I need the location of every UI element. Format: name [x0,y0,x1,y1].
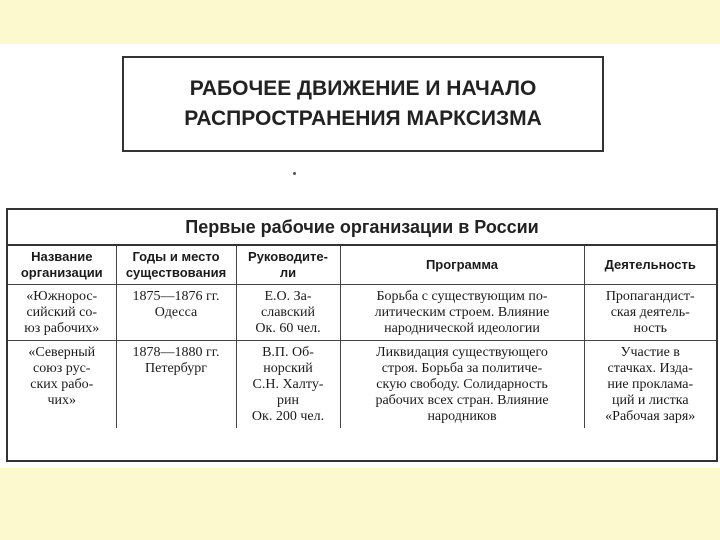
header-leaders: Руководите- ли [236,246,340,285]
cell-activity: Пропагандист- ская деятель- ность [584,285,716,341]
stray-dot [293,172,296,175]
table-caption: Первые рабочие организации в России [8,210,716,246]
slide-title [122,56,604,152]
cell-activity: Участие в стачках. Изда- ние проклама- ций и листка «Рабочая заря» [584,341,716,429]
cell-years: 1878—1880 гг. Петербург [116,341,236,429]
header-activity: Деятельность [584,246,716,285]
table-header-row [8,246,716,285]
header-years: Годы и место существования [116,246,236,285]
cell-years: 1875—1876 гг. Одесса [116,285,236,341]
table-row [8,341,716,429]
slide-title-line-2: РАСПРОСТРАНЕНИЯ МАРКСИЗМА [184,107,542,130]
table-row [8,285,716,341]
cell-program: Ликвидация существующего строя. Борьба за политиче- скую свободу. Солидарность рабочих всех стран. Влияние народников [340,341,584,429]
cell-leaders: Е.О. За- славский Ок. 60 чел. [236,285,340,341]
cell-leaders: В.П. Об- норский С.Н. Халту- рин Ок. 200 чел. [236,341,340,429]
header-program: Программа [340,246,584,285]
table-grid [8,246,716,428]
cell-program: Борьба с существующим по- литическим строем. Влияние народнической идеологии [340,285,584,341]
cell-name: «Южнорос- сийский со- юз рабочих» [8,285,116,341]
cell-name: «Северный союз рус- ских рабо- чих» [8,341,116,429]
header-name: Название организации [8,246,116,285]
slide-title-line-1: РАБОЧЕЕ ДВИЖЕНИЕ И НАЧАЛО [189,77,537,100]
organizations-table [6,208,718,462]
